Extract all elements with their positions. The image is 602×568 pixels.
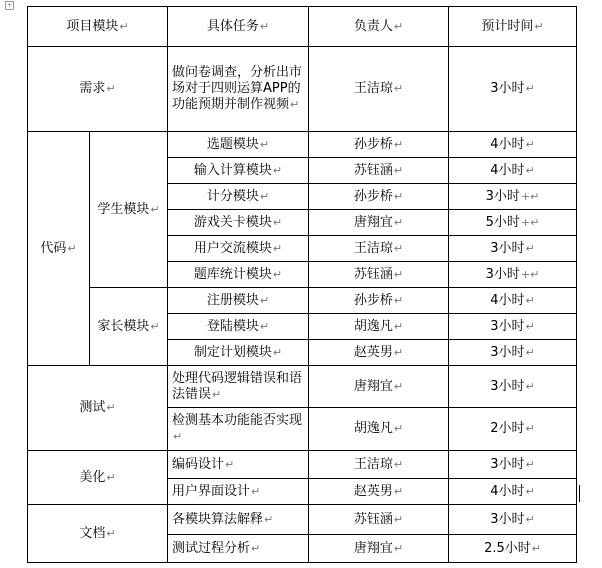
task-cell: 输入计算模块↵ — [168, 158, 309, 184]
task-cell: 测试过程分析↵ — [168, 535, 309, 563]
task-cell: 游戏关卡模块↵ — [168, 210, 309, 236]
owner-cell: 苏钰涵↵ — [309, 505, 449, 535]
module-cell: 美化↵ — [28, 451, 168, 505]
task-cell: 计分模块↵ — [168, 184, 309, 210]
time-cell: 3小时↵ — [449, 451, 577, 479]
module-cell: 需求↵ — [28, 47, 168, 132]
table-anchor-icon[interactable]: + — [6, 2, 13, 9]
table-row — [28, 451, 577, 479]
time-cell: 2小时↵ — [449, 408, 577, 451]
owner-cell: 孙步桥↵ — [309, 184, 449, 210]
task-assignment-table — [27, 6, 577, 563]
header-time: 预计时间↵ — [449, 7, 577, 47]
task-cell: 检测基本功能能否实现↵ — [168, 408, 309, 451]
owner-cell: 苏钰涵↵ — [309, 262, 449, 288]
table-row — [28, 288, 577, 314]
header-module: 项目模块↵ — [28, 7, 168, 47]
owner-cell: 苏钰涵↵ — [309, 158, 449, 184]
table-row — [28, 505, 577, 535]
submodule-cell: 家长模块↵ — [90, 288, 168, 366]
table-row — [28, 132, 577, 158]
owner-cell: 孙步桥↵ — [309, 132, 449, 158]
time-cell: 3小时↵ — [449, 47, 577, 132]
task-cell: 选题模块↵ — [168, 132, 309, 158]
task-cell: 题库统计模块↵ — [168, 262, 309, 288]
time-cell: 3小时↵ — [449, 366, 577, 408]
owner-cell: 胡逸凡↵ — [309, 314, 449, 340]
owner-cell: 胡逸凡↵ — [309, 408, 449, 451]
owner-cell: 唐翔宜↵ — [309, 535, 449, 563]
time-cell: 3小时↵ — [449, 340, 577, 366]
owner-cell: 唐翔宜↵ — [309, 210, 449, 236]
owner-cell: 唐翔宜↵ — [309, 366, 449, 408]
task-cell: 处理代码逻辑错误和语法错误↵ — [168, 366, 309, 408]
module-cell: 文档↵ — [28, 505, 168, 563]
module-cell: 测试↵ — [28, 366, 168, 451]
task-cell: 制定计划模块↵ — [168, 340, 309, 366]
task-cell: 做问卷调查，分析出市场对于四则运算APP的功能预期并制作视频↵ — [168, 47, 309, 132]
owner-cell: 赵英男↵ — [309, 479, 449, 505]
time-cell: 4小时↵ — [449, 479, 577, 505]
time-cell: 4小时↵ — [449, 132, 577, 158]
table-row — [28, 366, 577, 408]
submodule-cell: 学生模块↵ — [90, 132, 168, 288]
text-cursor — [579, 485, 580, 502]
owner-cell: 孙步桥↵ — [309, 288, 449, 314]
time-cell: 3小时↵ — [449, 236, 577, 262]
header-task: 具体任务↵ — [168, 7, 309, 47]
table-row — [28, 47, 577, 132]
time-cell: 2.5小时↵ — [449, 535, 577, 563]
task-cell: 用户交流模块↵ — [168, 236, 309, 262]
time-cell: 3小时+↵ — [449, 262, 577, 288]
task-cell: 登陆模块↵ — [168, 314, 309, 340]
owner-cell: 王洁琼↵ — [309, 236, 449, 262]
header-row — [28, 7, 577, 47]
owner-cell: 王洁琼↵ — [309, 47, 449, 132]
module-cell: 代码↵ — [28, 132, 90, 366]
owner-cell: 赵英男↵ — [309, 340, 449, 366]
time-cell: 4小时↵ — [449, 288, 577, 314]
time-cell: 3小时↵ — [449, 505, 577, 535]
task-cell: 注册模块↵ — [168, 288, 309, 314]
time-cell: 5小时+↵ — [449, 210, 577, 236]
task-cell: 各模块算法解释↵ — [168, 505, 309, 535]
task-cell: 编码设计↵ — [168, 451, 309, 479]
time-cell: 4小时↵ — [449, 158, 577, 184]
time-cell: 3小时+↵ — [449, 184, 577, 210]
owner-cell: 王洁琼↵ — [309, 451, 449, 479]
task-cell: 用户界面设计↵ — [168, 479, 309, 505]
time-cell: 3小时↵ — [449, 314, 577, 340]
header-owner: 负责人↵ — [309, 7, 449, 47]
